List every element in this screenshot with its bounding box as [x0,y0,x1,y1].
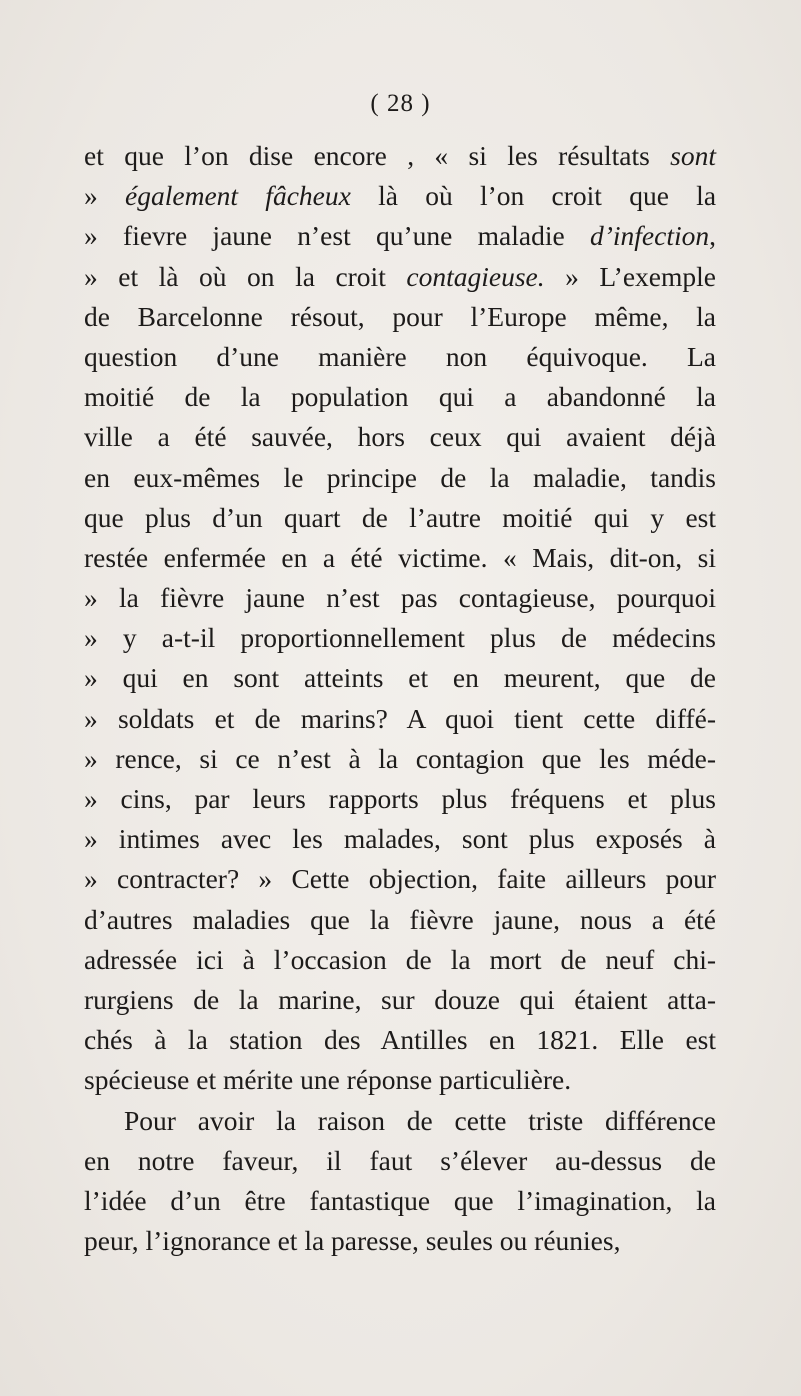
text-segment: en notre faveur, il faut s’élever au-dessus de [84,1144,716,1176]
body-text [84,136,716,1261]
text-segment: de Barcelonne résout, pour l’Europe même, la [84,300,716,332]
text-segment: » cins, par leurs rapports plus fréquens et plus [84,783,716,814]
text-line [84,257,716,297]
text-line [84,819,716,859]
text-line [84,458,716,498]
text-line [84,658,716,698]
text-segment: » intimes avec les malades, sont plus exposés à [84,823,716,855]
text-segment: chés à la station des Antilles en 1821. Elle est [84,1024,716,1056]
italic-text: sont [670,140,716,171]
text-segment: et que l’on dise encore , « si les résultats [84,140,671,171]
text-segment: » [84,180,126,212]
text-line [84,578,716,618]
text-segment: » y a-t-il proportionnellement plus de médecins [84,622,716,654]
text-segment: spécieuse et mérite une réponse particulière. [84,1064,572,1096]
text-line [84,1020,716,1060]
text-segment: » L’exemple [544,260,716,292]
text-segment: moitié de la population qui a abandonné la [84,381,716,413]
text-line [84,618,716,658]
text-line [84,538,716,578]
text-segment: ville a été sauvée, hors ceux qui avaient déjà [84,421,716,453]
italic-text: d’infection [589,220,710,252]
text-segment: Pour avoir la raison de cette triste différence [124,1104,716,1136]
text-line [84,1060,716,1100]
text-line [84,417,716,457]
text-segment: l’idée d’un être fantastique que l’imagination, la [84,1184,716,1216]
text-line [84,699,716,739]
text-line [84,337,716,377]
page-number: ( 28 ) [370,90,431,117]
text-line [84,498,716,538]
text-segment: » fievre jaune n’est qu’une maladie [84,220,590,252]
text-segment: en eux-mêmes le principe de la maladie, tandis [84,461,716,493]
text-segment: restée enfermée en a été victime. « Mais, dit-on, si [84,541,716,573]
text-segment: » contracter? » Cette objection, faite ailleurs pour [84,863,716,895]
text-segment: question d’une manière non équivoque. La [84,340,716,372]
italic-text: également fâcheux [125,180,351,212]
text-line [84,216,716,256]
text-line [84,779,716,819]
text-line [84,940,716,980]
text-line [84,739,716,779]
text-line [84,980,716,1020]
text-segment: » soldats et de marins? A quoi tient cette diffé- [84,702,716,734]
text-segment: » rence, si ce n’est à la contagion que les méde- [84,742,716,774]
text-segment: que plus d’un quart de l’autre moitié qui y est [84,501,716,533]
text-segment: peur, l’ignorance et la paresse, seules ou réunies, [84,1225,621,1257]
text-line [84,900,716,940]
text-segment: » qui en sont atteints et en meurent, que de [84,662,716,694]
text-segment: d’autres maladies que la fièvre jaune, nous a été [84,903,716,935]
text-line [84,1181,716,1221]
text-line [84,176,716,216]
text-segment: adressée ici à l’occasion de la mort de neuf chi- [84,943,716,975]
text-line [84,136,716,176]
italic-text: contagieuse. [406,260,545,292]
text-line [84,859,716,899]
text-segment: rurgiens de la marine, sur douze qui étaient atta- [84,983,716,1015]
text-line [84,297,716,337]
text-line [84,377,716,417]
text-segment: , [709,220,716,252]
text-segment: » et là où on la croit [84,260,407,292]
text-segment: » la fièvre jaune n’est pas contagieuse, pourquoi [84,582,716,614]
text-line [84,1221,716,1261]
text-line [84,1101,716,1141]
text-segment: là où l’on croit que la [350,180,717,212]
text-line [84,1141,716,1181]
